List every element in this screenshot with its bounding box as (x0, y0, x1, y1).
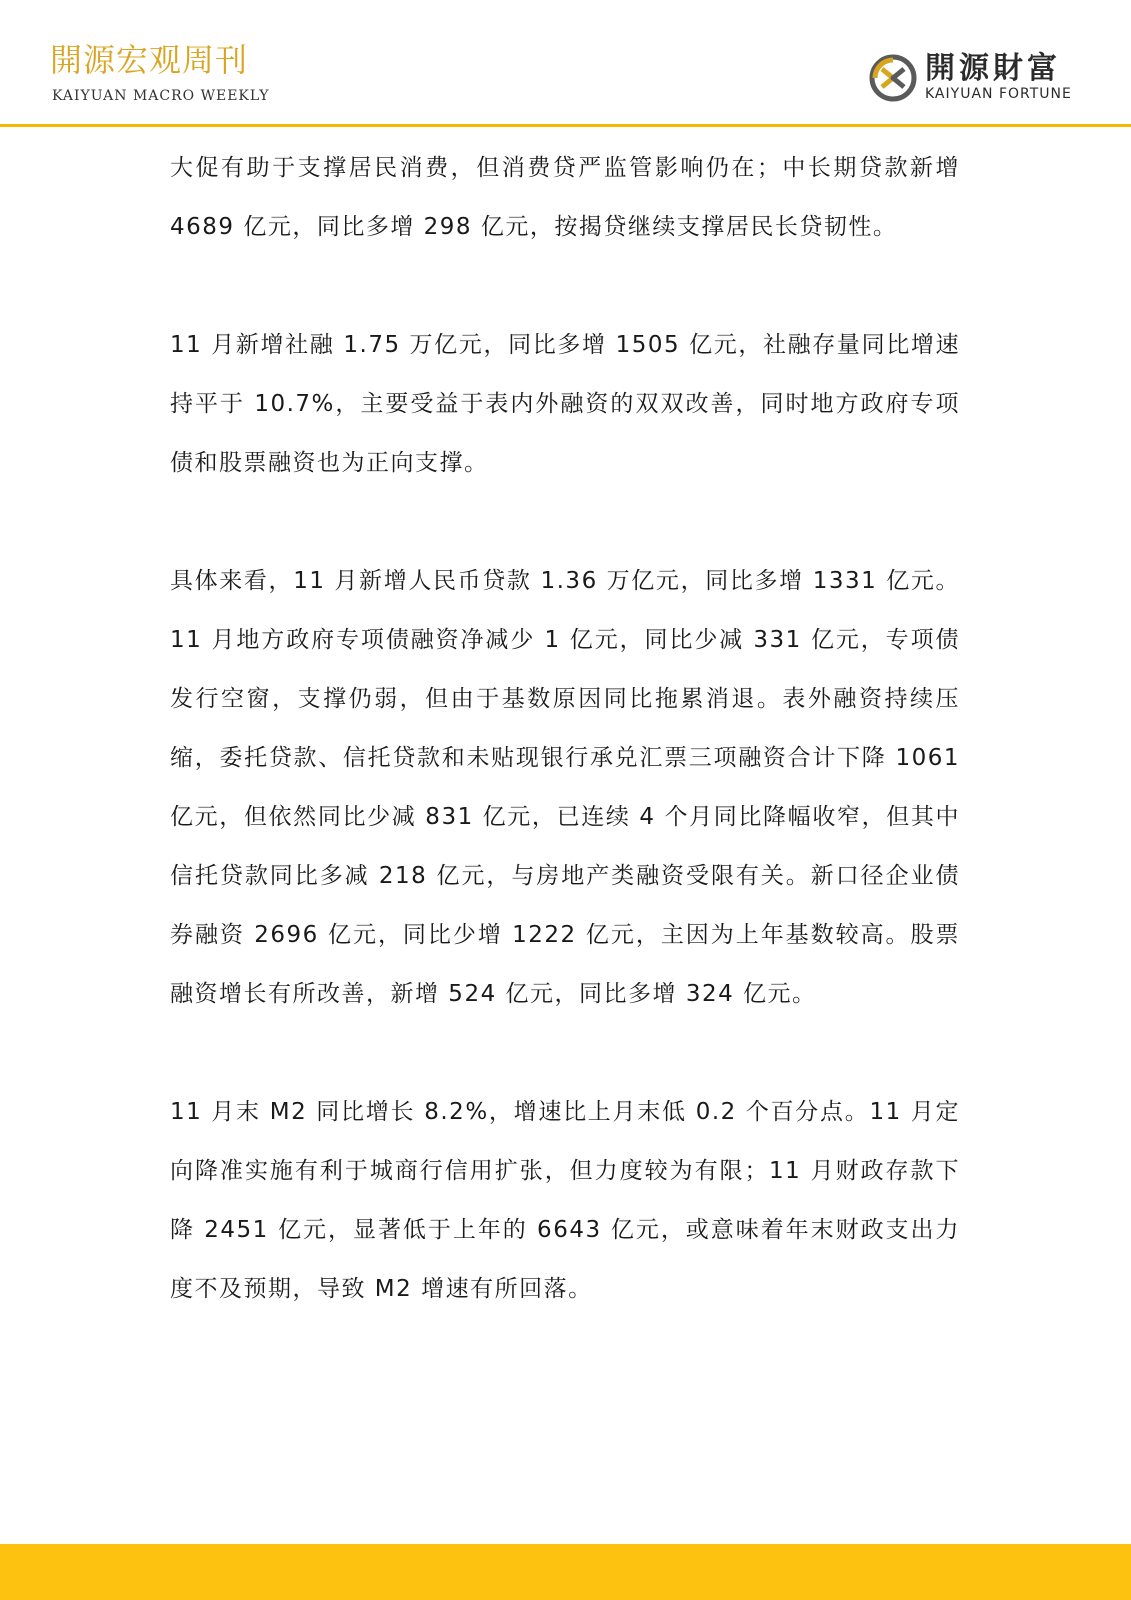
article-body (170, 139, 960, 1378)
logo-wordmark-en: KAIYUAN FORTUNE (925, 86, 1072, 102)
paragraph: 具体来看，11 月新增人民币贷款 1.36 万亿元，同比多增 1331 亿元。11 月地方政府专项债融资净减少 1 亿元，同比少减 331 亿元，专项债发行空窗，支撑仍弱，但由于基数原因同比拖累消退。表外融资持续压缩，委托贷款、信托贷款和未贴现银行承兑汇票三项融资合计下降 1061 亿元，但依然同比少减 831 亿元，已连续 4 个月同比降幅收窄，但其中信托贷款同比多减 218 亿元，与房地产类融资受限有关。新口径企业债券融资 2696 亿元，同比少增 1222 亿元，主因为上年基数较高。股票融资增长有所改善，新增 524 亿元，同比多增 324 亿元。 (170, 568, 960, 1007)
company-logo (867, 52, 1087, 104)
paragraph: 11 月新增社融 1.75 万亿元，同比多增 1505 亿元，社融存量同比增速持平于 10.7%，主要受益于表内外融资的双双改善，同时地方政府专项债和股票融资也为正向支撑。 (170, 332, 960, 476)
publication-subtitle: KAIYUAN MACRO WEEKLY (52, 88, 270, 104)
header-divider (0, 124, 1131, 127)
paragraph: 11 月末 M2 同比增长 8.2%，增速比上月末低 0.2 个百分点。11 月定向降准实施有利于城商行信用扩张，但力度较为有限；11 月财政存款下降 2451 亿元，显著低于上年的 6643 亿元，或意味着年末财政支出力度不及预期，导致 M2 增速有所回落。 (170, 1099, 960, 1302)
logo-wordmark-cn: 開源財富 (925, 51, 1061, 86)
paragraph: 大促有助于支撑居民消费，但消费贷严监管影响仍在；中长期贷款新增 4689 亿元，同比多增 298 亿元，按揭贷继续支撑居民长贷韧性。 (170, 155, 960, 240)
footer-band (0, 1544, 1131, 1600)
publication-title: 開源宏观周刊 (50, 41, 249, 79)
page-header (0, 0, 1131, 124)
kaiyuan-fortune-logo-mark-icon (867, 52, 919, 104)
